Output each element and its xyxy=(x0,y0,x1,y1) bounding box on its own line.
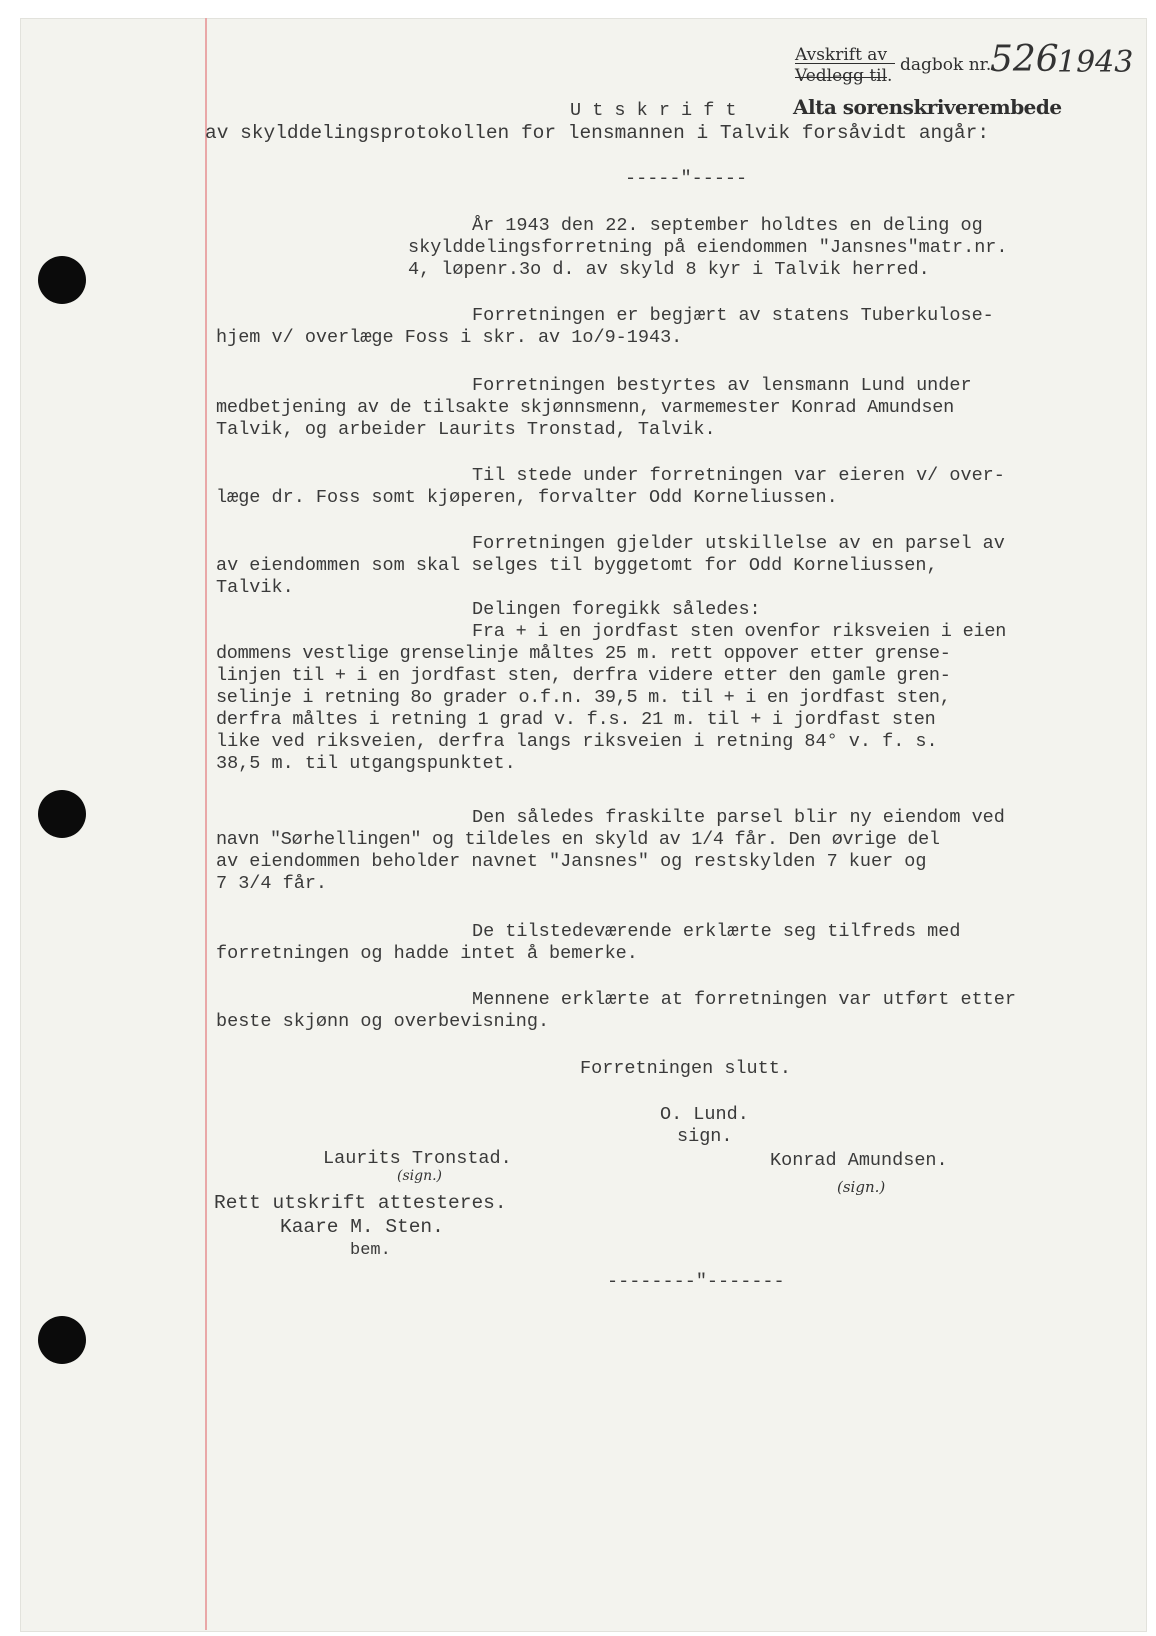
dagbok-number: 526 xyxy=(990,39,1059,80)
paragraph-1-line: 4, løpenr.3o d. av skyld 8 kyr i Talvik herred. xyxy=(408,259,930,280)
paragraph-3-line: Talvik, og arbeider Laurits Tronstad, Talvik. xyxy=(216,419,716,440)
avskrift-label: Avskrift av xyxy=(795,45,888,65)
paragraph-5-line: selinje i retning 8o grader o.f.n. 39,5 m. til + i en jordfast sten, xyxy=(216,687,951,708)
paragraph-5-line: Delingen foregikk således: xyxy=(472,599,761,620)
paragraph-8-line: Mennene erklærte at forretningen var utført etter xyxy=(472,989,1016,1010)
paragraph-6-line: av eiendommen beholder navnet "Jansnes" og restskylden 7 kuer og xyxy=(216,851,927,872)
year: 1943 xyxy=(1057,45,1134,80)
paragraph-6-line: navn "Sørhellingen" og tildeles en skyld av 1/4 får. Den øvrige del xyxy=(216,829,940,850)
paragraph-5-line: derfra måltes i retning 1 grad v. f.s. 21 m. til + i jordfast sten xyxy=(216,709,936,730)
paragraph-5-line: 38,5 m. til utgangspunktet. xyxy=(216,753,516,774)
separator-bottom: --------"------- xyxy=(607,1271,785,1292)
stamp-underline xyxy=(795,63,895,64)
paragraph-3-line: medbetjening av de tilsakte skjønnsmenn, varmemester Konrad Amundsen xyxy=(216,397,954,418)
paragraph-3-line: Forretningen bestyrtes av lensmann Lund under xyxy=(472,375,972,396)
paragraph-6-line: Den således fraskilte parsel blir ny eiendom ved xyxy=(472,807,1005,828)
document-title: U t s k r i f t xyxy=(570,100,737,121)
punch-hole xyxy=(38,790,86,838)
attestation-suffix: bem. xyxy=(350,1241,391,1260)
closing-line: Forretningen slutt. xyxy=(580,1058,791,1079)
tronstad-name: Laurits Tronstad. xyxy=(323,1148,512,1169)
paragraph-7-line: forretningen og hadde intet å bemerke. xyxy=(216,943,638,964)
punch-hole xyxy=(38,256,86,304)
document-subtitle: av skylddelingsprotokollen for lensmannen i Talvik forsåvidt angår: xyxy=(205,122,990,144)
lund-sign: sign. xyxy=(677,1126,733,1147)
paragraph-5-line: Forretningen gjelder utskillelse av en parsel av xyxy=(472,533,1005,554)
tronstad-sign: (sign.) xyxy=(397,1168,443,1184)
dagbok-label: dagbok nr. xyxy=(900,55,992,75)
paragraph-5-line: linjen til + i en jordfast sten, derfra videre etter den gamle gren- xyxy=(216,665,951,686)
paragraph-2-line: Forretningen er begjært av statens Tuberkulose- xyxy=(472,305,994,326)
paragraph-5-line: Fra + i en jordfast sten ovenfor riksveien i eien xyxy=(472,621,1007,642)
paragraph-4-line: Til stede under forretningen var eieren v/ over- xyxy=(472,465,1005,486)
office-stamp: Alta sorenskriverembede xyxy=(793,95,1062,119)
attestation-name: Kaare M. Sten. xyxy=(280,1216,444,1238)
amundsen-name: Konrad Amundsen. xyxy=(770,1150,948,1171)
paragraph-6-line: 7 3/4 får. xyxy=(216,873,328,894)
vedlegg-label: Vedlegg til. xyxy=(795,66,893,86)
attestation-line: Rett utskrift attesteres. xyxy=(214,1192,507,1214)
paragraph-4-line: læge dr. Foss somt kjøperen, forvalter Odd Korneliussen. xyxy=(216,487,838,508)
paragraph-5-line: dommens vestlige grenselinje måltes 25 m. rett oppover etter grense- xyxy=(216,643,951,664)
punch-hole xyxy=(38,1316,86,1364)
amundsen-sign: (sign.) xyxy=(837,1178,886,1196)
paragraph-5-line: av eiendommen som skal selges til byggetomt for Odd Korneliussen, xyxy=(216,555,938,576)
paragraph-5-line: Talvik. xyxy=(216,577,294,598)
paragraph-2-line: hjem v/ overlæge Foss i skr. av 1o/9-1943. xyxy=(216,327,683,348)
paragraph-5-line: like ved riksveien, derfra langs riksveien i retning 84° v. f. s. xyxy=(216,731,938,752)
paragraph-1-line: År 1943 den 22. september holdtes en deling og xyxy=(472,215,983,236)
lund-name: O. Lund. xyxy=(660,1104,749,1125)
separator-top: -----"----- xyxy=(625,168,748,189)
margin-line xyxy=(205,18,207,1630)
paragraph-7-line: De tilstedeværende erklærte seg tilfreds med xyxy=(472,921,961,942)
paragraph-1-line: skylddelingsforretning på eiendommen "Jansnes"matr.nr. xyxy=(408,237,1008,258)
paragraph-8-line: beste skjønn og overbevisning. xyxy=(216,1011,550,1032)
